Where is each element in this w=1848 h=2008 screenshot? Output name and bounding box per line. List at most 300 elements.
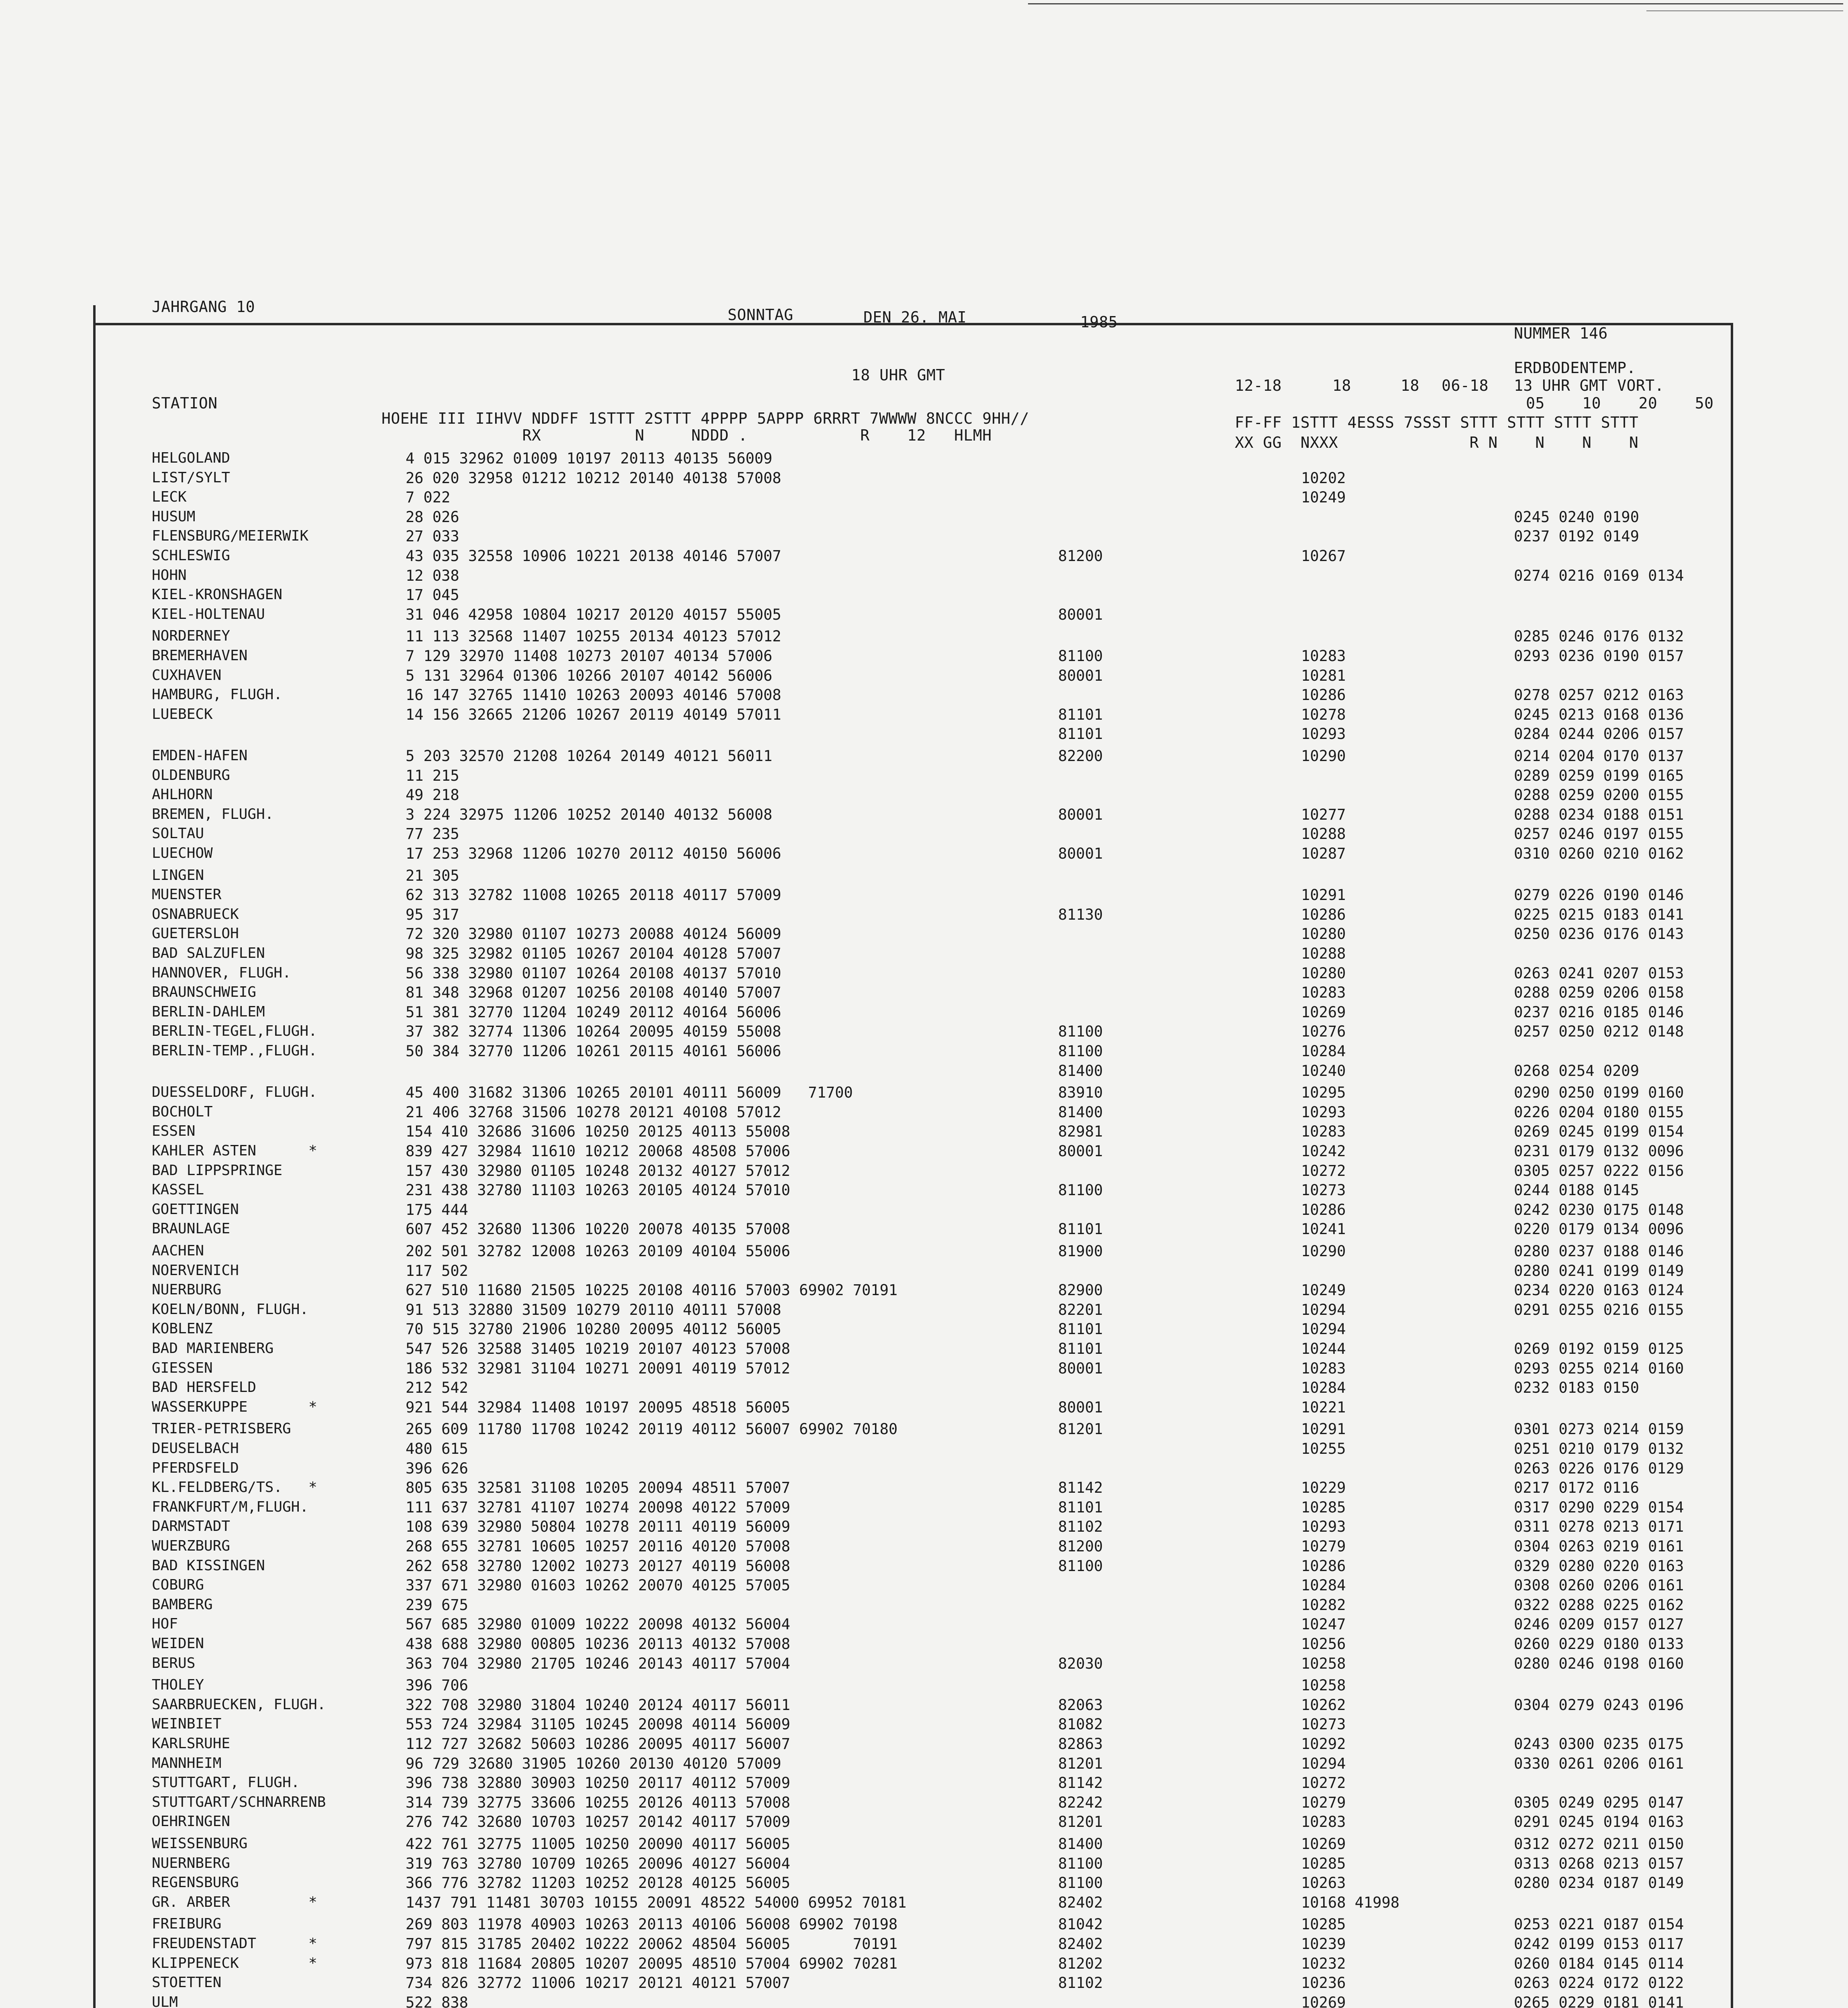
- station-values: 422 761 32775 11005 10250 20090 40117 56005: [406, 1835, 790, 1853]
- station-cloud-code: 81100: [1058, 1182, 1103, 1199]
- station-name: WEIDEN: [152, 1635, 204, 1652]
- station-values: 480 615: [406, 1440, 468, 1457]
- station-values: 262 658 32780 12002 10273 20127 40119 56008: [406, 1557, 790, 1575]
- station-soil-temps: 0280 0234 0187 0149: [1514, 1874, 1684, 1892]
- station-soil-temps: 0304 0279 0243 0196: [1514, 1696, 1684, 1714]
- station-values: 314 739 32775 33606 10255 20126 40113 57008: [406, 1794, 790, 1811]
- station-values: 438 688 32980 00805 10236 20113 40132 57008: [406, 1635, 790, 1653]
- station-name: KAHLER ASTEN *: [152, 1143, 317, 1159]
- period-18b: 18: [1401, 377, 1420, 394]
- station-name: BERUS: [152, 1655, 196, 1671]
- station-name: COBURG: [152, 1577, 204, 1593]
- station-temp-extreme: 10293: [1301, 1104, 1346, 1121]
- station-cloud-code: 82242: [1058, 1794, 1103, 1811]
- station-soil-temps: 0214 0204 0170 0137: [1514, 747, 1684, 765]
- station-cloud-code: 82030: [1058, 1655, 1103, 1672]
- station-name: FREIBURG: [152, 1916, 222, 1932]
- station-soil-temps: 0293 0255 0214 0160: [1514, 1360, 1684, 1377]
- station-name: HANNOVER, FLUGH.: [152, 965, 291, 981]
- station-name: BAD HERSFELD: [152, 1379, 257, 1396]
- station-temp-extreme: 10283: [1301, 647, 1346, 665]
- station-cloud-code: 82200: [1058, 747, 1103, 765]
- station-name: KL.FELDBERG/TS. *: [152, 1479, 317, 1496]
- station-temp-extreme: 10258: [1301, 1677, 1346, 1694]
- right-column-codes: FF-FF 1STTT 4ESSS 7SSST STTT STTT STTT STTT: [1235, 414, 1639, 431]
- station-soil-temps: 0311 0278 0213 0171: [1514, 1518, 1684, 1535]
- station-cloud-code: 81142: [1058, 1774, 1103, 1792]
- station-temp-extreme: 10277: [1301, 806, 1346, 823]
- station-soil-temps: 0226 0204 0180 0155: [1514, 1104, 1684, 1121]
- station-values: 11 113 32568 11407 10255 20134 40123 57012: [406, 628, 781, 645]
- station-name: HOHN: [152, 567, 187, 584]
- station-values: 96 729 32680 31905 10260 20130 40120 57009: [406, 1755, 781, 1772]
- station-temp-extreme: 10221: [1301, 1399, 1346, 1416]
- station-temp-extreme: 10241: [1301, 1220, 1346, 1238]
- period-18a: 18: [1332, 377, 1351, 394]
- station-name: GUETERSLOH: [152, 925, 239, 942]
- station-cloud-code: 81201: [1058, 1755, 1103, 1772]
- station-temp-extreme: 10280: [1301, 965, 1346, 982]
- station-name: BAD KISSINGEN: [152, 1557, 265, 1574]
- station-soil-temps: 0288 0259 0206 0158: [1514, 984, 1684, 1001]
- station-values: 366 776 32782 11203 10252 20128 40125 56005: [406, 1874, 790, 1892]
- station-name: KIEL-KRONSHAGEN: [152, 586, 283, 603]
- station-soil-temps: 0257 0250 0212 0148: [1514, 1023, 1684, 1040]
- station-name: NOERVENICH: [152, 1262, 239, 1279]
- station-cloud-code: 81101: [1058, 1499, 1103, 1516]
- station-values: 27 033: [406, 528, 459, 545]
- station-soil-temps: 0305 0249 0295 0147: [1514, 1794, 1684, 1811]
- station-values: 1437 791 11481 30703 10155 20091 48522 54000 69952 70181: [406, 1894, 907, 1911]
- station-name: HELGOLAND: [152, 450, 230, 466]
- station-values: 11 215: [406, 767, 459, 784]
- soil-temp-time: 13 UHR GMT VORT.: [1514, 377, 1664, 394]
- station-soil-temps: 0317 0290 0229 0154: [1514, 1499, 1684, 1516]
- station-values: 363 704 32980 21705 10246 20143 40117 57004: [406, 1655, 790, 1672]
- station-soil-temps: 0274 0216 0169 0134: [1514, 567, 1684, 584]
- station-soil-temps: 0265 0229 0181 0141: [1514, 1994, 1684, 2008]
- station-name: HAMBURG, FLUGH.: [152, 686, 283, 703]
- station-name: BERLIN-TEGEL,FLUGH.: [152, 1023, 317, 1039]
- station-values: 112 727 32682 50603 10286 20095 40117 56007: [406, 1735, 790, 1753]
- station-temp-extreme: 10295: [1301, 1084, 1346, 1101]
- top-rule: [1028, 3, 1843, 4]
- station-temp-extreme: 10286: [1301, 1557, 1346, 1575]
- station-name: STUTTGART/SCHNARRENB: [152, 1794, 326, 1810]
- right-column-subcodes: XX GG NXXX R N N N N: [1235, 434, 1639, 451]
- station-values: 396 626: [406, 1460, 468, 1477]
- station-temp-extreme: 10281: [1301, 667, 1346, 684]
- station-soil-temps: 0280 0237 0188 0146: [1514, 1243, 1684, 1260]
- station-name: CUXHAVEN: [152, 667, 222, 684]
- station-cloud-code: 80001: [1058, 806, 1103, 823]
- station-values: 522 838: [406, 1994, 468, 2008]
- station-soil-temps: 0232 0183 0150: [1514, 1379, 1639, 1396]
- station-soil-temps: 0285 0246 0176 0132: [1514, 628, 1684, 645]
- station-values: 98 325 32982 01105 10267 20104 40128 57007: [406, 945, 781, 962]
- station-temp-extreme: 10255: [1301, 1440, 1346, 1457]
- station-name: FRANKFURT/M,FLUGH.: [152, 1499, 309, 1515]
- station-name: SOLTAU: [152, 825, 204, 842]
- station-name: BERLIN-TEMP.,FLUGH.: [152, 1043, 317, 1059]
- station-cloud-code: 81100: [1058, 1874, 1103, 1892]
- station-name: MANNHEIM: [152, 1755, 222, 1771]
- station-cloud-code: 81200: [1058, 547, 1103, 565]
- station-values: 72 320 32980 01107 10273 20088 40124 56009: [406, 925, 781, 943]
- station-soil-temps: 0269 0245 0199 0154: [1514, 1123, 1684, 1140]
- station-temp-extreme: 10247: [1301, 1616, 1346, 1633]
- station-temp-extreme: 10269: [1301, 1835, 1346, 1853]
- station-soil-temps: 0304 0263 0219 0161: [1514, 1538, 1684, 1555]
- station-temp-extreme: 10272: [1301, 1162, 1346, 1179]
- station-values: 7 129 32970 11408 10273 20107 40134 57006: [406, 647, 773, 665]
- station-name: FREUDENSTADT *: [152, 1935, 317, 1952]
- station-temp-extreme: 10283: [1301, 1123, 1346, 1140]
- station-values: 547 526 32588 31405 10219 20107 40123 57008: [406, 1340, 790, 1357]
- year: 1985: [1080, 313, 1118, 331]
- station-temp-extreme: 10273: [1301, 1182, 1346, 1199]
- station-values: 62 313 32782 11008 10265 20118 40117 57009: [406, 886, 781, 904]
- station-cloud-code: 81201: [1058, 1813, 1103, 1830]
- station-name: BREMEN, FLUGH.: [152, 806, 274, 822]
- station-values: 51 381 32770 11204 10249 20112 40164 56006: [406, 1004, 781, 1021]
- column-subcodes: RX N NDDD . R 12 HLMH: [381, 426, 992, 444]
- station-cloud-code: 81400: [1058, 1062, 1103, 1080]
- station-soil-temps: 0268 0254 0209: [1514, 1062, 1639, 1080]
- station-values: 4 015 32962 01009 10197 20113 40135 56009: [406, 450, 773, 467]
- station-name: SAARBRUECKEN, FLUGH.: [152, 1696, 326, 1713]
- station-temp-extreme: 10269: [1301, 1004, 1346, 1021]
- station-cloud-code: 80001: [1058, 1360, 1103, 1377]
- station-soil-temps: 0257 0246 0197 0155: [1514, 825, 1684, 843]
- station-values: 81 348 32968 01207 10256 20108 40140 57007: [406, 984, 781, 1001]
- station-name: LIST/SYLT: [152, 469, 230, 486]
- station-temp-extreme: 10294: [1301, 1755, 1346, 1772]
- station-soil-temps: 0291 0245 0194 0163: [1514, 1813, 1684, 1830]
- station-name: NUERBURG: [152, 1282, 222, 1298]
- station-values: 231 438 32780 11103 10263 20105 40124 57010: [406, 1182, 790, 1199]
- station-cloud-code: 82402: [1058, 1894, 1103, 1911]
- station-soil-temps: 0246 0209 0157 0127: [1514, 1616, 1684, 1633]
- station-cloud-code: 82863: [1058, 1735, 1103, 1753]
- station-name: TRIER-PETRISBERG: [152, 1420, 291, 1437]
- station-cloud-code: 80001: [1058, 667, 1103, 684]
- station-cloud-code: 81130: [1058, 906, 1103, 923]
- station-values: 337 671 32980 01603 10262 20070 40125 57005: [406, 1577, 790, 1594]
- station-soil-temps: 0269 0192 0159 0125: [1514, 1340, 1684, 1357]
- station-soil-temps: 0310 0260 0210 0162: [1514, 845, 1684, 862]
- station-soil-temps: 0217 0172 0116: [1514, 1479, 1639, 1496]
- station-soil-temps: 0251 0210 0179 0132: [1514, 1440, 1684, 1457]
- station-name: WUERZBURG: [152, 1538, 230, 1554]
- station-soil-temps: 0225 0215 0183 0141: [1514, 906, 1684, 923]
- station-name: MUENSTER: [152, 886, 222, 903]
- station-name: LECK: [152, 489, 187, 505]
- station-soil-temps: 0312 0272 0211 0150: [1514, 1835, 1684, 1853]
- station-values: 797 815 31785 20402 10222 20062 48504 56005 70191: [406, 1935, 898, 1953]
- station-soil-temps: 0231 0179 0132 0096: [1514, 1143, 1684, 1160]
- weekday: SONNTAG: [728, 306, 793, 324]
- station-values: 268 655 32781 10605 10257 20116 40120 57008: [406, 1538, 790, 1555]
- station-name: KLIPPENECK *: [152, 1955, 317, 1971]
- station-cloud-code: 81101: [1058, 1320, 1103, 1338]
- station-values: 5 131 32964 01306 10266 20107 40142 56006: [406, 667, 773, 684]
- station-temp-extreme: 10282: [1301, 1596, 1346, 1614]
- station-cloud-code: 81100: [1058, 1023, 1103, 1040]
- station-values: 627 510 11680 21505 10225 20108 40116 57003 69902 70191: [406, 1282, 898, 1299]
- station-cloud-code: 81042: [1058, 1916, 1103, 1933]
- station-name: OSNABRUECK: [152, 906, 239, 922]
- station-temp-extreme: 10285: [1301, 1855, 1346, 1872]
- station-soil-temps: 0290 0250 0199 0160: [1514, 1084, 1684, 1101]
- station-name: WASSERKUPPE *: [152, 1399, 317, 1415]
- date: DEN 26. MAI: [863, 308, 967, 326]
- station-temp-extreme: 10291: [1301, 886, 1346, 904]
- station-soil-temps: 0260 0229 0180 0133: [1514, 1635, 1684, 1653]
- station-temp-extreme: 10269: [1301, 1994, 1346, 2008]
- station-values: 973 818 11684 20805 10207 20095 48510 57004 69902 70281: [406, 1955, 898, 1972]
- station-values: 921 544 32984 11408 10197 20095 48518 56005: [406, 1399, 790, 1416]
- station-temp-extreme: 10249: [1301, 489, 1346, 506]
- issue-number: NUMMER 146: [1514, 324, 1608, 342]
- station-temp-extreme: 10229: [1301, 1479, 1346, 1496]
- station-values: 108 639 32980 50804 10278 20111 40119 56009: [406, 1518, 790, 1535]
- station-values: 17 253 32968 11206 10270 20112 40150 56006: [406, 845, 781, 862]
- station-soil-temps: 0313 0268 0213 0157: [1514, 1855, 1684, 1872]
- station-name: SCHLESWIG: [152, 547, 230, 564]
- station-values: 157 430 32980 01105 10248 20132 40127 57012: [406, 1162, 790, 1179]
- soil-temp-header: ERDBODENTEMP.: [1514, 359, 1636, 377]
- station-name: REGENSBURG: [152, 1874, 239, 1891]
- station-name: LINGEN: [152, 867, 204, 884]
- station-temp-extreme: 10288: [1301, 945, 1346, 962]
- station-soil-temps: 0244 0188 0145: [1514, 1182, 1639, 1199]
- station-name: BERLIN-DAHLEM: [152, 1004, 265, 1020]
- station-values: 16 147 32765 11410 10263 20093 40146 57008: [406, 686, 781, 704]
- station-name: KOELN/BONN, FLUGH.: [152, 1301, 309, 1318]
- station-values: 31 046 42958 10804 10217 20120 40157 55005: [406, 606, 781, 623]
- station-soil-temps: 0293 0236 0190 0157: [1514, 647, 1684, 665]
- station-cloud-code: 81102: [1058, 1518, 1103, 1535]
- station-cloud-code: 80001: [1058, 1143, 1103, 1160]
- station-cloud-code: 82402: [1058, 1935, 1103, 1953]
- station-soil-temps: 0322 0288 0225 0162: [1514, 1596, 1684, 1614]
- station-cloud-code: 81101: [1058, 725, 1103, 743]
- station-soil-temps: 0242 0230 0175 0148: [1514, 1201, 1684, 1218]
- station-temp-extreme: 10283: [1301, 984, 1346, 1001]
- station-values: 117 502: [406, 1262, 468, 1279]
- station-cloud-code: 81202: [1058, 1955, 1103, 1972]
- station-name: WEINBIET: [152, 1716, 222, 1732]
- station-soil-temps: 0284 0244 0206 0157: [1514, 725, 1684, 743]
- station-cloud-code: 81101: [1058, 706, 1103, 723]
- station-cloud-code: 81400: [1058, 1104, 1103, 1121]
- station-temp-extreme: 10232: [1301, 1955, 1346, 1972]
- station-soil-temps: 0301 0273 0214 0159: [1514, 1420, 1684, 1438]
- station-soil-temps: 0289 0259 0199 0165: [1514, 767, 1684, 784]
- station-name: PFERDSFELD: [152, 1460, 239, 1476]
- station-cloud-code: 82900: [1058, 1282, 1103, 1299]
- station-cloud-code: 81100: [1058, 1557, 1103, 1575]
- station-soil-temps: 0253 0221 0187 0154: [1514, 1916, 1684, 1933]
- station-temp-extreme: 10283: [1301, 1360, 1346, 1377]
- station-soil-temps: 0305 0257 0222 0156: [1514, 1162, 1684, 1179]
- station-soil-temps: 0263 0241 0207 0153: [1514, 965, 1684, 982]
- station-name: FLENSBURG/MEIERWIK: [152, 528, 309, 544]
- station-temp-extreme: 10292: [1301, 1735, 1346, 1753]
- station-temp-extreme: 10242: [1301, 1143, 1346, 1160]
- station-temp-extreme: 10284: [1301, 1043, 1346, 1060]
- column-codes: HOEHE III IIHVV NDDFF 1STTT 2STTT 4PPPP 5APPP 6RRRT 7WWWW 8NCCC 9HH//: [381, 410, 1030, 427]
- station-soil-temps: 0291 0255 0216 0155: [1514, 1301, 1684, 1318]
- station-name: GIESSEN: [152, 1360, 213, 1376]
- station-temp-extreme: 10236: [1301, 1974, 1346, 1992]
- station-values: 43 035 32558 10906 10221 20138 40146 57007: [406, 547, 781, 565]
- station-name: KIEL-HOLTENAU: [152, 606, 265, 622]
- station-cloud-code: 82981: [1058, 1123, 1103, 1140]
- station-temp-extreme: 10285: [1301, 1499, 1346, 1516]
- station-temp-extreme: 10202: [1301, 469, 1346, 487]
- station-temp-extreme: 10279: [1301, 1538, 1346, 1555]
- station-cloud-code: 81100: [1058, 1043, 1103, 1060]
- station-temp-extreme: 10280: [1301, 925, 1346, 943]
- station-temp-extreme: 10276: [1301, 1023, 1346, 1040]
- station-values: 7 022: [406, 489, 451, 506]
- station-temp-extreme: 10263: [1301, 1874, 1346, 1892]
- station-name: KASSEL: [152, 1182, 204, 1198]
- station-temp-extreme: 10294: [1301, 1320, 1346, 1338]
- station-cloud-code: 81101: [1058, 1340, 1103, 1357]
- station-soil-temps: 0220 0179 0134 0096: [1514, 1220, 1684, 1238]
- station-name: THOLEY: [152, 1677, 204, 1693]
- station-name: LUECHOW: [152, 845, 213, 861]
- station-header: STATION: [152, 394, 218, 412]
- station-soil-temps: 0329 0280 0220 0163: [1514, 1557, 1684, 1575]
- station-name: AHLHORN: [152, 786, 213, 803]
- station-name: BRAUNSCHWEIG: [152, 984, 257, 1000]
- station-values: 734 826 32772 11006 10217 20121 40121 57007: [406, 1974, 790, 1992]
- station-values: 21 305: [406, 867, 459, 884]
- volume-label: JAHRGANG 10: [152, 298, 255, 316]
- station-values: 396 738 32880 30903 10250 20117 40112 57009: [406, 1774, 790, 1792]
- station-values: 95 317: [406, 906, 459, 923]
- station-name: BAMBERG: [152, 1596, 213, 1613]
- station-cloud-code: 81201: [1058, 1420, 1103, 1438]
- station-soil-temps: 0242 0199 0153 0117: [1514, 1935, 1684, 1953]
- station-values: 26 020 32958 01212 10212 20140 40138 57008: [406, 469, 781, 487]
- station-soil-temps: 0278 0257 0212 0163: [1514, 686, 1684, 704]
- station-values: 45 400 31682 31306 10265 20101 40111 56009 71700: [406, 1084, 853, 1101]
- station-name: AACHEN: [152, 1243, 204, 1259]
- station-values: 91 513 32880 31509 10279 20110 40111 57008: [406, 1301, 781, 1318]
- station-cloud-code: 80001: [1058, 606, 1103, 623]
- station-name: DUESSELDORF, FLUGH.: [152, 1084, 317, 1100]
- period-12-18: 12-18: [1235, 377, 1282, 394]
- station-temp-extreme: 10287: [1301, 845, 1346, 862]
- station-cloud-code: 81100: [1058, 647, 1103, 665]
- station-temp-extreme: 10278: [1301, 706, 1346, 723]
- station-name: NORDERNEY: [152, 628, 230, 644]
- station-values: 77 235: [406, 825, 459, 843]
- station-name: EMDEN-HAFEN: [152, 747, 248, 764]
- station-soil-temps: 0280 0241 0199 0149: [1514, 1262, 1684, 1279]
- station-soil-temps: 0245 0213 0168 0136: [1514, 706, 1684, 723]
- station-cloud-code: 81100: [1058, 1855, 1103, 1872]
- station-temp-extreme: 10239: [1301, 1935, 1346, 1953]
- station-values: 5 203 32570 21208 10264 20149 40121 56011: [406, 747, 773, 765]
- station-values: 12 038: [406, 567, 459, 584]
- station-values: 175 444: [406, 1201, 468, 1218]
- station-temp-extreme: 10294: [1301, 1301, 1346, 1318]
- station-soil-temps: 0288 0259 0200 0155: [1514, 786, 1684, 804]
- station-soil-temps: 0330 0261 0206 0161: [1514, 1755, 1684, 1772]
- station-soil-temps: 0280 0246 0198 0160: [1514, 1655, 1684, 1672]
- station-cloud-code: 81082: [1058, 1716, 1103, 1733]
- station-values: 50 384 32770 11206 10261 20115 40161 56006: [406, 1043, 781, 1060]
- station-name: HUSUM: [152, 508, 196, 525]
- station-values: 154 410 32686 31606 10250 20125 40113 55008: [406, 1123, 790, 1140]
- station-temp-extreme: 10291: [1301, 1420, 1346, 1438]
- station-soil-temps: 0245 0240 0190: [1514, 508, 1639, 526]
- station-temp-extreme: 10283: [1301, 1813, 1346, 1830]
- station-name: KOBLENZ: [152, 1320, 213, 1337]
- station-name: STOETTEN: [152, 1974, 222, 1991]
- station-temp-extreme: 10279: [1301, 1794, 1346, 1811]
- station-temp-extreme: 10272: [1301, 1774, 1346, 1792]
- station-values: 212 542: [406, 1379, 468, 1396]
- station-name: GR. ARBER *: [152, 1894, 317, 1910]
- station-values: 70 515 32780 21906 10280 20095 40112 56005: [406, 1320, 781, 1338]
- station-cloud-code: 81900: [1058, 1243, 1103, 1260]
- station-temp-extreme: 10273: [1301, 1716, 1346, 1733]
- top-rule-secondary: [1646, 10, 1843, 11]
- station-name: DARMSTADT: [152, 1518, 230, 1535]
- station-cloud-code: 81101: [1058, 1220, 1103, 1238]
- station-temp-extreme: 10244: [1301, 1340, 1346, 1357]
- station-name: BAD MARIENBERG: [152, 1340, 274, 1357]
- station-temp-extreme: 10267: [1301, 547, 1346, 565]
- station-values: 839 427 32984 11610 10212 20068 48508 57006: [406, 1143, 790, 1160]
- station-cloud-code: 80001: [1058, 845, 1103, 862]
- station-temp-extreme: 10262: [1301, 1696, 1346, 1714]
- station-temp-extreme: 10249: [1301, 1282, 1346, 1299]
- station-temp-extreme: 10286: [1301, 1201, 1346, 1218]
- station-values: 186 532 32981 31104 10271 20091 40119 57012: [406, 1360, 790, 1377]
- station-temp-extreme: 10256: [1301, 1635, 1346, 1653]
- station-values: 607 452 32680 11306 10220 20078 40135 57008: [406, 1220, 790, 1238]
- station-name: LUEBECK: [152, 706, 213, 722]
- station-temp-extreme: 10288: [1301, 825, 1346, 843]
- station-cloud-code: 81400: [1058, 1835, 1103, 1853]
- station-name: DEUSELBACH: [152, 1440, 239, 1457]
- station-temp-extreme: 10284: [1301, 1577, 1346, 1594]
- station-name: OEHRINGEN: [152, 1813, 230, 1830]
- station-name: OLDENBURG: [152, 767, 230, 784]
- station-values: 21 406 32768 31506 10278 20121 40108 57012: [406, 1104, 781, 1121]
- period-06-18: 06-18: [1442, 377, 1489, 394]
- station-soil-temps: 0243 0300 0235 0175: [1514, 1735, 1684, 1753]
- station-soil-temps: 0237 0192 0149: [1514, 528, 1639, 545]
- station-values: 14 156 32665 21206 10267 20119 40149 57011: [406, 706, 781, 723]
- station-name: NUERNBERG: [152, 1855, 230, 1871]
- station-name: BAD LIPPSPRINGE: [152, 1162, 283, 1179]
- station-temp-extreme: 10168 41998: [1301, 1894, 1400, 1911]
- time-header: 18 UHR GMT: [851, 366, 945, 384]
- station-soil-temps: 0263 0224 0172 0122: [1514, 1974, 1684, 1992]
- station-values: 17 045: [406, 586, 459, 604]
- station-values: 56 338 32980 01107 10264 20108 40137 57010: [406, 965, 781, 982]
- station-values: 49 218: [406, 786, 459, 804]
